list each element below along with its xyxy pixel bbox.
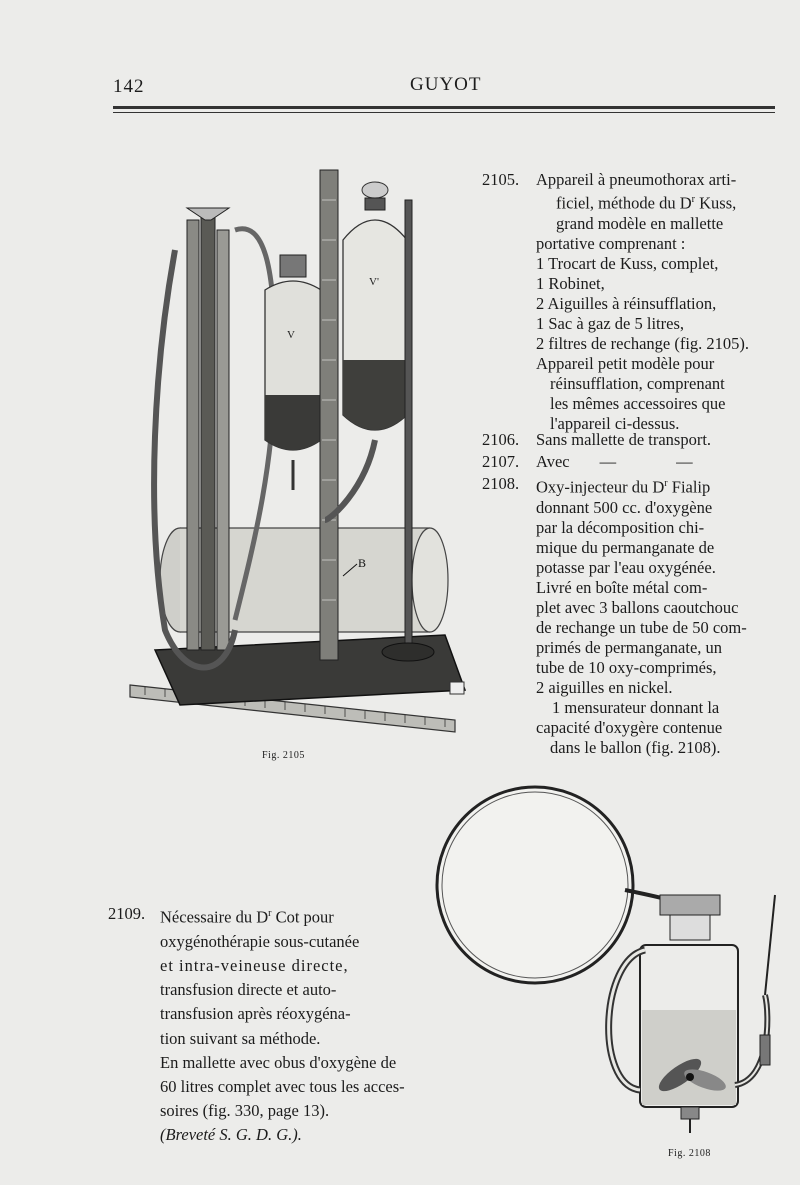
entry-2108-line: dans le ballon (fig. 2108). xyxy=(550,737,721,757)
entry-2105-line: réinsufflation, comprenant xyxy=(550,373,725,393)
entry-2109-line: transfusion après réoxygéna- xyxy=(160,1004,351,1024)
entry-2108-line: par la décomposition chi- xyxy=(536,517,705,537)
entry-2109-patent-note: (Breveté S. G. D. G.). xyxy=(160,1125,302,1145)
entry-2108-line: Livré en boîte métal com- xyxy=(536,577,708,597)
entry-2105-line: 2 filtres de rechange (fig. 2105). xyxy=(536,333,750,353)
entry-2108-line: potasse par l'eau oxygénée. xyxy=(536,557,716,577)
header-rule-thin xyxy=(113,112,775,113)
entry-2108-number: 2108. xyxy=(482,474,520,493)
label-v: V xyxy=(287,329,295,341)
entry-2109-line: Nécessaire du $D^r$ Cot pour xyxy=(160,907,334,927)
entry-2105-line: 1 Sac à gaz de 5 litres, xyxy=(536,313,684,333)
entry-2109-line: 60 litres complet avec tous les acces- xyxy=(160,1076,405,1096)
entry-2107-number: 2107. xyxy=(482,452,520,471)
entry-2106-text: Sans mallette de transport. xyxy=(536,430,712,449)
entry-2105-line: 1 Trocart de Kuss, complet, xyxy=(536,253,719,273)
entry-2107-line: Avec — — xyxy=(536,452,693,471)
entry-2105-line: 2 Aiguilles à réinsufflation, xyxy=(536,293,717,313)
entry-2108-line: plet avec 3 ballons caoutchouc xyxy=(536,597,739,617)
entry-2105-number: 2105. xyxy=(482,170,520,189)
entry-2105-line: ficiel, méthode du $D^r$ Kuss, xyxy=(556,193,737,213)
running-title: GUYOT xyxy=(410,74,482,95)
figure-2108-caption: Fig. 2108 xyxy=(668,1148,711,1159)
entry-2105-line: 1 Robinet, xyxy=(536,273,605,293)
page-number: 142 xyxy=(113,76,145,97)
entry-2108-line: primés de permanganate, un xyxy=(536,637,723,657)
entry-2109-line: tion suivant sa méthode. xyxy=(160,1028,321,1048)
entry-2105-line: les mêmes accessoires que xyxy=(550,393,726,413)
label-v-prime: V' xyxy=(369,276,379,288)
entry-2108-line: capacité d'oxygère contenue xyxy=(536,717,723,737)
entry-2109-line: transfusion directe et auto- xyxy=(160,980,337,1000)
figure-2105-illustration xyxy=(125,160,475,735)
entry-2105-line: grand modèle en mallette xyxy=(556,213,724,233)
label-b: B xyxy=(358,556,367,570)
entry-2109-line: et intra-veineuse directe, xyxy=(160,955,349,975)
entry-2108 xyxy=(482,474,782,758)
entry-2108-line: mique du permanganate de xyxy=(536,537,715,557)
entry-2108-line: de rechange un tube de 50 com- xyxy=(536,617,747,637)
entry-2109-number: 2109. xyxy=(108,904,146,923)
entry-2106 xyxy=(482,430,782,450)
entry-2105-line: Appareil petit modèle pour xyxy=(536,353,715,373)
entry-2108-line: 2 aiguilles en nickel. xyxy=(536,677,673,697)
entry-2107 xyxy=(482,452,782,472)
entry-2105 xyxy=(482,170,782,434)
entry-2108-line: donnant 500 cc. d'oxygène xyxy=(536,497,713,517)
entry-2105-line: portative comprenant : xyxy=(536,233,686,253)
entry-2109-line: En mallette avec obus d'oxygène de xyxy=(160,1052,397,1072)
entry-2108-line: tube de 10 oxy-comprimés, xyxy=(536,657,717,677)
entry-2105-line: Appareil à pneumothorax arti- xyxy=(536,170,737,189)
figure-2108-illustration xyxy=(425,785,800,1155)
entry-2108-line: Oxy-injecteur du $D^r$ Fialip xyxy=(536,477,711,497)
entry-2109-line: soires (fig. 330, page 13). xyxy=(160,1101,330,1121)
entry-2105-line: l'appareil ci-dessus. xyxy=(550,413,680,433)
figure-2105-caption: Fig. 2105 xyxy=(262,750,305,761)
entry-2109 xyxy=(108,902,478,1148)
entry-2109-line: oxygénothérapie sous-cutanée xyxy=(160,931,360,951)
entry-2108-line: 1 mensurateur donnant la xyxy=(552,697,720,717)
header-rule-thick xyxy=(113,106,775,109)
entry-2106-number: 2106. xyxy=(482,430,520,449)
